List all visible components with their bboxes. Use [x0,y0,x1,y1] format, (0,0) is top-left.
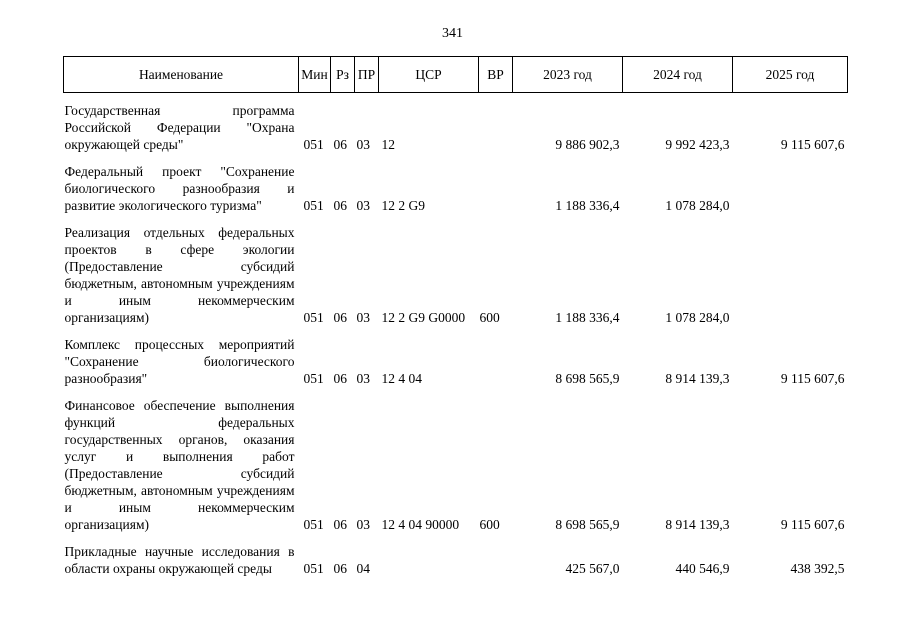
row-min: 051 [303,371,324,386]
header-2025: 2025 год [733,57,848,93]
row-pr: 03 [356,371,370,386]
row-vr [479,102,513,153]
row-min: 051 [303,561,324,576]
table-row [64,397,848,533]
row-min: 051 [303,310,324,325]
row-csr: 12 [381,137,395,152]
row-rz: 06 [333,561,347,576]
row-csr: 12 2 G9 [381,198,425,213]
row-name: Федеральный проект "Сохранение биологического разнообразия и развитие экологического туризма" [64,164,295,213]
header-min: Мин [299,57,331,93]
row-2025: 9 115 607,6 [780,517,845,532]
row-name: Комплекс процессных мероприятий "Сохранение биологического разнообразия" [64,337,295,386]
row-rz: 06 [333,137,347,152]
row-2025 [733,224,848,326]
row-name: Государственная программа Российской Федерации "Охрана окружающей среды" [64,103,295,152]
row-2024: 8 914 139,3 [665,371,730,386]
row-min: 051 [303,517,324,532]
row-2023: 9 886 902,3 [555,137,620,152]
row-vr [479,336,513,387]
row-2024: 8 914 139,3 [665,517,730,532]
row-csr: 12 4 04 [381,371,422,386]
row-csr [379,543,479,577]
row-2025: 438 392,5 [790,561,845,576]
row-vr [479,543,513,577]
row-csr: 12 2 G9 G0000 [381,310,466,325]
header-rz: Рз [331,57,355,93]
row-2023: 1 188 336,4 [555,310,620,325]
row-pr: 03 [356,198,370,213]
row-pr: 03 [356,137,370,152]
table-row [64,336,848,387]
header-name: Наименование [64,57,299,93]
row-rz: 06 [333,198,347,213]
row-pr: 03 [356,310,370,325]
header-2024: 2024 год [623,57,733,93]
row-rz: 06 [333,517,347,532]
row-2025 [733,163,848,214]
row-name: Реализация отдельных федеральных проектов в сфере экологии (Предоставление субсидий бюджетным, автономным учреждениям и иным некоммерческим организациям) [64,225,295,325]
row-2023: 425 567,0 [565,561,620,576]
row-2023: 8 698 565,9 [555,371,620,386]
row-2025: 9 115 607,6 [780,137,845,152]
row-vr [479,163,513,214]
row-csr: 12 4 04 90000 [381,517,460,532]
row-name: Прикладные научные исследования в области охраны окружающей среды [64,544,295,576]
page-number: 341 [442,26,463,41]
row-pr: 03 [356,517,370,532]
row-2024: 1 078 284,0 [665,310,730,325]
budget-table [63,56,848,577]
row-min: 051 [303,137,324,152]
header-csr: ЦСР [379,57,479,93]
row-2025: 9 115 607,6 [780,371,845,386]
row-2024: 9 992 423,3 [665,137,730,152]
table-row [64,543,848,577]
header-2023: 2023 год [513,57,623,93]
row-min: 051 [303,198,324,213]
row-vr: 600 [479,517,500,532]
row-vr: 600 [479,310,500,325]
table-header-row [64,57,848,93]
row-2024: 1 078 284,0 [665,198,730,213]
table-row [64,163,848,214]
table-row [64,224,848,326]
row-rz: 06 [333,371,347,386]
row-name: Финансовое обеспечение выполнения функций федеральных государственных органов, оказания услуг и выполнения работ (Предоставление субсидий бюджетным, автономным учреждениям и иным некоммерческим организациям) [64,398,295,532]
row-2023: 1 188 336,4 [555,198,620,213]
header-vr: ВР [479,57,513,93]
row-pr: 04 [356,561,370,576]
row-rz: 06 [333,310,347,325]
table-row [64,102,848,153]
header-pr: ПР [355,57,379,93]
row-2023: 8 698 565,9 [555,517,620,532]
row-2024: 440 546,9 [675,561,730,576]
